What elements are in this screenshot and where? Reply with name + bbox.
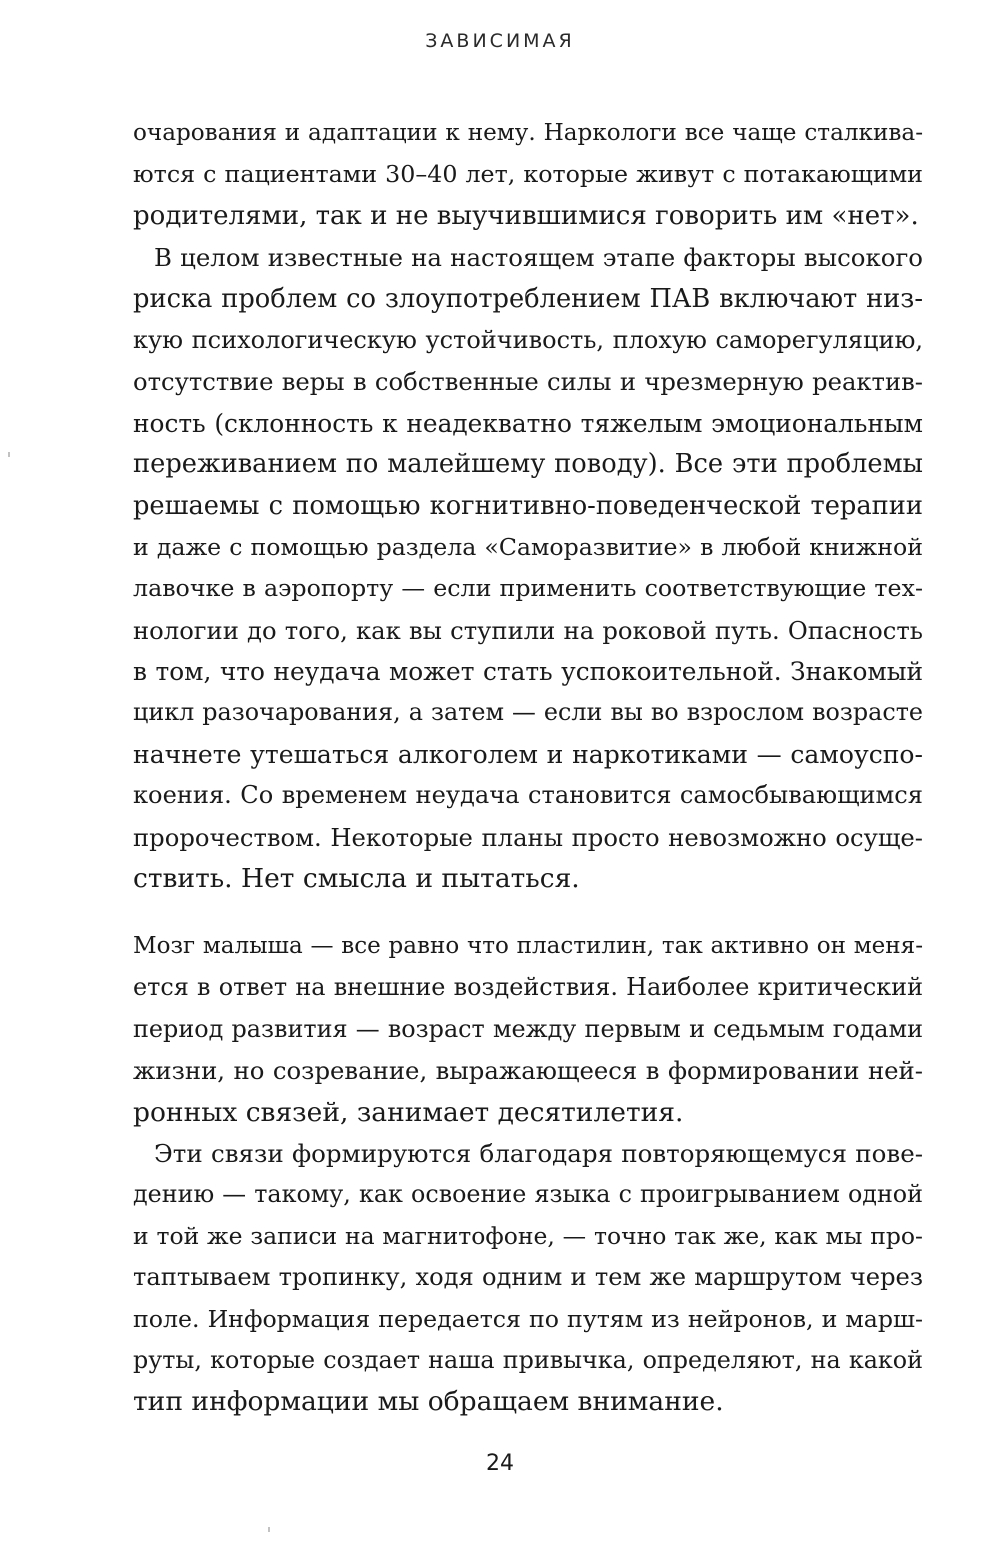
- text-line: отсутствие веры в собственные силы и чрезмерную реактив-: [133, 367, 923, 397]
- body-text-section-1: [133, 113, 923, 899]
- text-line: лавочке в аэропорту — если применить соответствующие тех-: [133, 574, 923, 603]
- running-head-title: ЗАВИСИМАЯ: [425, 30, 575, 52]
- text-line: тип информации мы обращаем внимание.: [133, 1386, 724, 1418]
- text-line: переживанием по малейшему поводу). Все эти проблемы: [133, 449, 923, 480]
- text-line: нологии до того, как вы ступили на роковой путь. Опасность: [133, 615, 923, 645]
- text-line: коения. Со временем неудача становится самосбывающимся: [133, 781, 923, 810]
- text-line: в том, что неудача может стать успокоительной. Знакомый: [133, 657, 923, 687]
- text-line: В целом известные на настоящем этапе факторы высокого: [154, 243, 923, 273]
- text-line: и даже с помощью раздела «Саморазвитие» в любой книжной: [133, 532, 923, 561]
- text-line: очарования и адаптации к нему. Наркологи все чаще сталкива-: [133, 120, 923, 146]
- page-number: 24: [486, 1451, 514, 1476]
- text-line: решаемы с помощью когнитивно-поведенческой терапии: [133, 490, 923, 521]
- text-line: ется в ответ на внешние воздействия. Наиболее критический: [133, 973, 923, 1002]
- text-line: кую психологическую устойчивость, плохую саморегуляцию,: [133, 325, 923, 354]
- text-line: ронных связей, занимает десятилетия.: [133, 1096, 684, 1128]
- text-line: ствить. Нет смысла и пытаться.: [133, 863, 580, 895]
- text-line: родителями, так и не выучившимися говорить им «нет».: [133, 200, 919, 231]
- text-line: ются с пациентами 30–40 лет, которые живут с потакающими: [133, 160, 923, 189]
- text-line: поле. Информация передается по путям из нейронов, и марш-: [133, 1304, 923, 1333]
- text-line: Мозг малыша — все равно что пластилин, так активно он меня-: [133, 933, 923, 959]
- scan-speck: [8, 452, 10, 457]
- scan-speck: [268, 1527, 270, 1532]
- text-line: цикл разочарования, а затем — если вы во взрослом возрасте: [133, 698, 923, 727]
- text-line: Эти связи формируются благодаря повторяющемуся пове-: [154, 1138, 923, 1168]
- text-line: руты, которые создает наша привычка, определяют, на какой: [133, 1345, 923, 1374]
- text-line: риска проблем со злоупотреблением ПАВ включают низ-: [133, 283, 923, 314]
- text-line: ность (склонность к неадекватно тяжелым эмоциональным: [133, 408, 923, 438]
- text-line: жизни, но созревание, выражающееся в формировании ней-: [133, 1056, 923, 1086]
- text-line: и той же записи на магнитофоне, — точно так же, как мы про-: [133, 1221, 923, 1250]
- text-line: период развития — возраст между первым и седьмым годами: [133, 1014, 923, 1043]
- text-line: начнете утешаться алкоголем и наркотиками — самоуспо-: [133, 739, 923, 769]
- text-line: таптываем тропинку, ходя одним и тем же маршрутом через: [133, 1263, 923, 1292]
- text-line: пророчеством. Некоторые планы просто невозможно осуще-: [133, 822, 923, 852]
- body-text-section-2: [133, 926, 923, 1423]
- text-line: дению — такому, как освоение языка с проигрыванием одной: [133, 1180, 923, 1209]
